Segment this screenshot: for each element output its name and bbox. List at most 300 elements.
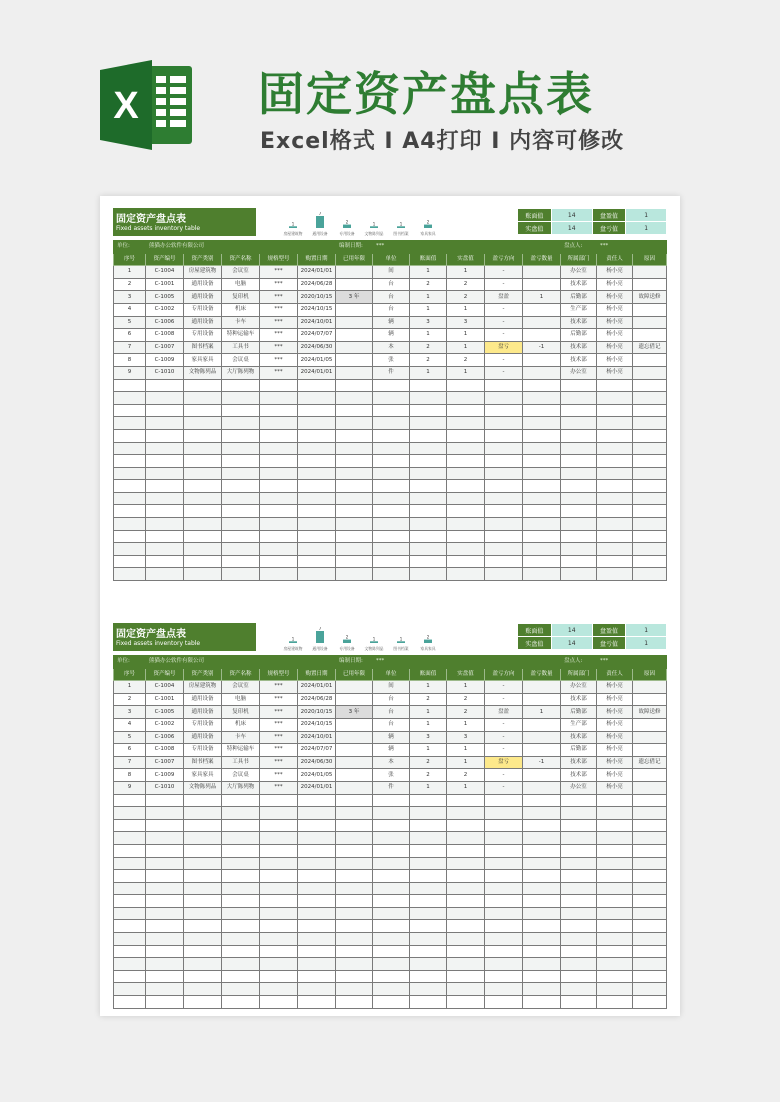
empty-cell[interactable] [447, 933, 485, 946]
empty-cell[interactable] [633, 819, 667, 832]
table-cell[interactable]: 辆 [373, 744, 410, 757]
empty-cell[interactable] [447, 996, 485, 1009]
empty-cell[interactable] [146, 794, 184, 807]
table-cell[interactable]: 后勤部 [561, 706, 597, 719]
table-cell[interactable] [336, 278, 373, 291]
empty-cell[interactable] [561, 907, 597, 920]
empty-cell[interactable] [597, 480, 633, 493]
table-cell[interactable]: *** [260, 718, 298, 731]
table-cell[interactable]: - [485, 718, 523, 731]
empty-cell[interactable] [410, 442, 447, 455]
empty-cell[interactable] [222, 518, 260, 531]
table-cell[interactable]: 杨小亮 [597, 329, 633, 342]
empty-cell[interactable] [485, 429, 523, 442]
empty-cell[interactable] [523, 442, 561, 455]
table-cell[interactable] [336, 781, 373, 794]
table-cell[interactable]: - [485, 781, 523, 794]
table-cell[interactable]: 生产部 [561, 718, 597, 731]
empty-cell[interactable] [222, 455, 260, 468]
empty-cell[interactable] [298, 518, 336, 531]
empty-cell[interactable] [146, 379, 184, 392]
empty-cell[interactable] [633, 379, 667, 392]
empty-cell[interactable] [222, 958, 260, 971]
table-cell[interactable]: 通用设备 [184, 278, 222, 291]
stat-value[interactable]: 14 [551, 222, 592, 235]
table-cell[interactable]: 办公室 [561, 681, 597, 694]
empty-cell[interactable] [447, 920, 485, 933]
empty-cell[interactable] [298, 945, 336, 958]
table-cell[interactable]: 2024/06/30 [298, 756, 336, 769]
empty-cell[interactable] [447, 832, 485, 845]
table-cell[interactable]: 1 [410, 744, 447, 757]
empty-cell[interactable] [447, 983, 485, 996]
table-cell[interactable]: *** [260, 341, 298, 354]
empty-cell[interactable] [260, 480, 298, 493]
empty-cell[interactable] [336, 379, 373, 392]
empty-cell[interactable] [561, 882, 597, 895]
empty-cell[interactable] [336, 996, 373, 1009]
table-cell[interactable]: 杨小亮 [597, 718, 633, 731]
table-cell[interactable]: 2 [447, 769, 485, 782]
empty-cell[interactable] [222, 467, 260, 480]
empty-cell[interactable] [260, 417, 298, 430]
empty-cell[interactable] [485, 392, 523, 405]
empty-cell[interactable] [561, 530, 597, 543]
table-cell[interactable]: 图书档案 [184, 756, 222, 769]
empty-cell[interactable] [523, 505, 561, 518]
table-cell[interactable]: 2 [410, 278, 447, 291]
empty-cell[interactable] [184, 895, 222, 908]
table-cell[interactable]: 杨小亮 [597, 781, 633, 794]
table-cell[interactable] [633, 781, 667, 794]
table-cell[interactable]: 后勤部 [561, 291, 597, 304]
empty-cell[interactable] [146, 492, 184, 505]
table-cell[interactable]: 杨小亮 [597, 354, 633, 367]
empty-cell[interactable] [146, 895, 184, 908]
empty-cell[interactable] [373, 895, 410, 908]
empty-cell[interactable] [633, 807, 667, 820]
table-cell[interactable]: 电脑 [222, 693, 260, 706]
empty-cell[interactable] [597, 819, 633, 832]
empty-cell[interactable] [146, 442, 184, 455]
table-cell[interactable]: C-1007 [146, 341, 184, 354]
empty-cell[interactable] [146, 920, 184, 933]
table-cell[interactable]: 专用设备 [184, 329, 222, 342]
empty-cell[interactable] [260, 455, 298, 468]
empty-cell[interactable] [336, 983, 373, 996]
empty-cell[interactable] [373, 970, 410, 983]
empty-cell[interactable] [633, 530, 667, 543]
table-cell[interactable]: 2 [410, 341, 447, 354]
empty-cell[interactable] [523, 807, 561, 820]
table-cell[interactable]: 6 [114, 744, 146, 757]
empty-cell[interactable] [336, 555, 373, 568]
empty-cell[interactable] [561, 920, 597, 933]
table-cell[interactable] [336, 329, 373, 342]
empty-cell[interactable] [336, 958, 373, 971]
empty-cell[interactable] [114, 970, 146, 983]
empty-cell[interactable] [336, 970, 373, 983]
table-cell[interactable]: 特种运输车 [222, 329, 260, 342]
empty-cell[interactable] [260, 467, 298, 480]
empty-cell[interactable] [373, 857, 410, 870]
empty-cell[interactable] [373, 530, 410, 543]
empty-cell[interactable] [485, 518, 523, 531]
empty-cell[interactable] [222, 983, 260, 996]
table-cell[interactable] [633, 718, 667, 731]
table-cell[interactable]: 通用设备 [184, 731, 222, 744]
table-cell[interactable]: 杨小亮 [597, 366, 633, 379]
empty-cell[interactable] [410, 983, 447, 996]
empty-cell[interactable] [222, 392, 260, 405]
table-cell[interactable] [336, 354, 373, 367]
table-cell[interactable]: 家具家具 [184, 354, 222, 367]
checker-value[interactable]: *** [597, 241, 667, 254]
table-cell[interactable]: 1 [410, 681, 447, 694]
empty-cell[interactable] [373, 492, 410, 505]
empty-cell[interactable] [298, 996, 336, 1009]
table-cell[interactable]: 7 [114, 756, 146, 769]
empty-cell[interactable] [597, 555, 633, 568]
empty-cell[interactable] [597, 404, 633, 417]
empty-cell[interactable] [114, 467, 146, 480]
empty-cell[interactable] [485, 857, 523, 870]
empty-cell[interactable] [336, 895, 373, 908]
empty-cell[interactable] [561, 505, 597, 518]
empty-cell[interactable] [222, 442, 260, 455]
empty-cell[interactable] [410, 970, 447, 983]
empty-cell[interactable] [561, 429, 597, 442]
empty-cell[interactable] [184, 455, 222, 468]
table-cell[interactable]: 机床 [222, 303, 260, 316]
empty-cell[interactable] [447, 870, 485, 883]
empty-cell[interactable] [561, 442, 597, 455]
empty-cell[interactable] [298, 392, 336, 405]
empty-cell[interactable] [447, 492, 485, 505]
empty-cell[interactable] [298, 807, 336, 820]
empty-cell[interactable] [523, 417, 561, 430]
empty-cell[interactable] [146, 480, 184, 493]
table-cell[interactable]: 5 [114, 731, 146, 744]
table-cell[interactable]: 1 [114, 681, 146, 694]
empty-cell[interactable] [298, 933, 336, 946]
table-cell[interactable]: 2024/06/30 [298, 341, 336, 354]
empty-cell[interactable] [485, 882, 523, 895]
table-cell[interactable]: 台 [373, 291, 410, 304]
empty-cell[interactable] [633, 543, 667, 556]
empty-cell[interactable] [633, 970, 667, 983]
table-cell[interactable] [336, 769, 373, 782]
empty-cell[interactable] [523, 492, 561, 505]
table-cell[interactable]: *** [260, 744, 298, 757]
table-cell[interactable]: 2 [410, 354, 447, 367]
empty-cell[interactable] [146, 882, 184, 895]
table-cell[interactable]: 8 [114, 354, 146, 367]
table-cell[interactable] [633, 316, 667, 329]
empty-cell[interactable] [184, 492, 222, 505]
empty-cell[interactable] [447, 568, 485, 581]
empty-cell[interactable] [410, 832, 447, 845]
table-cell[interactable]: 办公室 [561, 366, 597, 379]
empty-cell[interactable] [222, 945, 260, 958]
empty-cell[interactable] [410, 480, 447, 493]
empty-cell[interactable] [410, 844, 447, 857]
empty-cell[interactable] [523, 907, 561, 920]
table-cell[interactable]: 房屋建筑物 [184, 266, 222, 279]
empty-cell[interactable] [597, 379, 633, 392]
empty-cell[interactable] [146, 970, 184, 983]
empty-cell[interactable] [373, 996, 410, 1009]
empty-cell[interactable] [222, 832, 260, 845]
empty-cell[interactable] [373, 870, 410, 883]
empty-cell[interactable] [184, 933, 222, 946]
empty-cell[interactable] [184, 543, 222, 556]
empty-cell[interactable] [597, 429, 633, 442]
table-cell[interactable]: 1 [410, 366, 447, 379]
empty-cell[interactable] [485, 907, 523, 920]
table-cell[interactable]: - [485, 354, 523, 367]
empty-cell[interactable] [523, 467, 561, 480]
table-cell[interactable]: 辆 [373, 316, 410, 329]
table-cell[interactable]: 台 [373, 303, 410, 316]
empty-cell[interactable] [114, 945, 146, 958]
empty-cell[interactable] [633, 492, 667, 505]
table-cell[interactable]: 故障送修 [633, 291, 667, 304]
empty-cell[interactable] [260, 505, 298, 518]
empty-cell[interactable] [523, 882, 561, 895]
empty-cell[interactable] [523, 832, 561, 845]
table-cell[interactable]: 专用设备 [184, 744, 222, 757]
empty-cell[interactable] [114, 429, 146, 442]
empty-cell[interactable] [561, 857, 597, 870]
empty-cell[interactable] [597, 530, 633, 543]
table-cell[interactable]: 工具书 [222, 756, 260, 769]
empty-cell[interactable] [298, 404, 336, 417]
empty-cell[interactable] [373, 882, 410, 895]
table-cell[interactable] [523, 354, 561, 367]
table-cell[interactable] [523, 303, 561, 316]
empty-cell[interactable] [222, 807, 260, 820]
table-cell[interactable]: 技术部 [561, 693, 597, 706]
empty-cell[interactable] [523, 870, 561, 883]
empty-cell[interactable] [410, 819, 447, 832]
empty-cell[interactable] [114, 983, 146, 996]
empty-cell[interactable] [184, 379, 222, 392]
empty-cell[interactable] [485, 920, 523, 933]
table-cell[interactable]: C-1008 [146, 329, 184, 342]
empty-cell[interactable] [597, 417, 633, 430]
empty-cell[interactable] [633, 945, 667, 958]
empty-cell[interactable] [447, 970, 485, 983]
empty-cell[interactable] [336, 530, 373, 543]
empty-cell[interactable] [485, 480, 523, 493]
empty-cell[interactable] [373, 505, 410, 518]
empty-cell[interactable] [447, 480, 485, 493]
table-cell[interactable]: 卡车 [222, 731, 260, 744]
empty-cell[interactable] [184, 819, 222, 832]
empty-cell[interactable] [485, 505, 523, 518]
table-cell[interactable] [633, 354, 667, 367]
table-cell[interactable]: 间 [373, 681, 410, 694]
empty-cell[interactable] [373, 404, 410, 417]
table-cell[interactable]: 杨小亮 [597, 291, 633, 304]
empty-cell[interactable] [260, 870, 298, 883]
table-cell[interactable]: 2024/01/05 [298, 769, 336, 782]
table-cell[interactable] [633, 769, 667, 782]
table-cell[interactable]: 1 [447, 303, 485, 316]
empty-cell[interactable] [260, 492, 298, 505]
table-cell[interactable]: *** [260, 291, 298, 304]
empty-cell[interactable] [114, 933, 146, 946]
empty-cell[interactable] [222, 819, 260, 832]
empty-cell[interactable] [597, 518, 633, 531]
empty-cell[interactable] [561, 543, 597, 556]
table-cell[interactable]: 1 [410, 718, 447, 731]
table-cell[interactable]: *** [260, 756, 298, 769]
table-cell[interactable]: 杨小亮 [597, 706, 633, 719]
empty-cell[interactable] [410, 492, 447, 505]
table-cell[interactable]: 1 [447, 341, 485, 354]
empty-cell[interactable] [373, 442, 410, 455]
empty-cell[interactable] [485, 819, 523, 832]
table-cell[interactable] [336, 341, 373, 354]
empty-cell[interactable] [523, 933, 561, 946]
empty-cell[interactable] [561, 945, 597, 958]
empty-cell[interactable] [222, 404, 260, 417]
table-cell[interactable]: 间 [373, 266, 410, 279]
empty-cell[interactable] [184, 392, 222, 405]
table-cell[interactable]: 技术部 [561, 731, 597, 744]
table-cell[interactable]: 1 [447, 329, 485, 342]
empty-cell[interactable] [373, 933, 410, 946]
table-cell[interactable] [336, 316, 373, 329]
table-cell[interactable]: 1 [410, 781, 447, 794]
empty-cell[interactable] [146, 404, 184, 417]
empty-cell[interactable] [184, 555, 222, 568]
empty-cell[interactable] [114, 857, 146, 870]
empty-cell[interactable] [184, 530, 222, 543]
table-cell[interactable]: 电脑 [222, 278, 260, 291]
table-cell[interactable]: 房屋建筑物 [184, 681, 222, 694]
empty-cell[interactable] [336, 392, 373, 405]
empty-cell[interactable] [633, 870, 667, 883]
checker-value[interactable]: *** [597, 656, 667, 669]
table-cell[interactable]: 1 [114, 266, 146, 279]
empty-cell[interactable] [597, 392, 633, 405]
empty-cell[interactable] [410, 543, 447, 556]
table-cell[interactable] [633, 303, 667, 316]
empty-cell[interactable] [373, 945, 410, 958]
empty-cell[interactable] [114, 555, 146, 568]
table-cell[interactable]: *** [260, 706, 298, 719]
table-cell[interactable]: *** [260, 366, 298, 379]
empty-cell[interactable] [561, 970, 597, 983]
table-cell[interactable]: - [485, 744, 523, 757]
empty-cell[interactable] [114, 832, 146, 845]
empty-cell[interactable] [260, 819, 298, 832]
table-cell[interactable]: 件 [373, 781, 410, 794]
table-cell[interactable]: 2024/06/28 [298, 693, 336, 706]
empty-cell[interactable] [633, 857, 667, 870]
empty-cell[interactable] [222, 530, 260, 543]
empty-cell[interactable] [373, 920, 410, 933]
empty-cell[interactable] [336, 819, 373, 832]
stat-value[interactable]: 14 [551, 209, 592, 222]
empty-cell[interactable] [485, 807, 523, 820]
empty-cell[interactable] [260, 392, 298, 405]
empty-cell[interactable] [114, 379, 146, 392]
empty-cell[interactable] [597, 807, 633, 820]
empty-cell[interactable] [184, 844, 222, 857]
empty-cell[interactable] [184, 467, 222, 480]
table-cell[interactable]: 6 [114, 329, 146, 342]
empty-cell[interactable] [523, 983, 561, 996]
empty-cell[interactable] [523, 392, 561, 405]
empty-cell[interactable] [222, 870, 260, 883]
table-cell[interactable]: *** [260, 693, 298, 706]
empty-cell[interactable] [597, 794, 633, 807]
empty-cell[interactable] [146, 543, 184, 556]
empty-cell[interactable] [260, 933, 298, 946]
empty-cell[interactable] [298, 983, 336, 996]
empty-cell[interactable] [633, 983, 667, 996]
table-cell[interactable]: 2 [410, 693, 447, 706]
table-cell[interactable]: 机床 [222, 718, 260, 731]
table-cell[interactable]: C-1008 [146, 744, 184, 757]
empty-cell[interactable] [222, 882, 260, 895]
empty-cell[interactable] [373, 455, 410, 468]
empty-cell[interactable] [410, 907, 447, 920]
empty-cell[interactable] [447, 467, 485, 480]
table-cell[interactable]: 7 [114, 341, 146, 354]
empty-cell[interactable] [447, 455, 485, 468]
empty-cell[interactable] [447, 555, 485, 568]
empty-cell[interactable] [222, 555, 260, 568]
table-cell[interactable]: 1 [523, 291, 561, 304]
empty-cell[interactable] [597, 467, 633, 480]
empty-cell[interactable] [410, 404, 447, 417]
table-cell[interactable]: 通用设备 [184, 291, 222, 304]
empty-cell[interactable] [184, 882, 222, 895]
empty-cell[interactable] [336, 480, 373, 493]
empty-cell[interactable] [298, 467, 336, 480]
table-cell[interactable]: 1 [447, 744, 485, 757]
table-cell[interactable]: 大厅陈列物 [222, 781, 260, 794]
empty-cell[interactable] [222, 543, 260, 556]
empty-cell[interactable] [114, 530, 146, 543]
empty-cell[interactable] [184, 870, 222, 883]
empty-cell[interactable] [336, 907, 373, 920]
table-cell[interactable]: 2 [410, 756, 447, 769]
table-cell[interactable]: - [485, 769, 523, 782]
table-cell[interactable] [336, 731, 373, 744]
empty-cell[interactable] [146, 958, 184, 971]
empty-cell[interactable] [447, 895, 485, 908]
empty-cell[interactable] [447, 530, 485, 543]
empty-cell[interactable] [114, 907, 146, 920]
empty-cell[interactable] [485, 555, 523, 568]
empty-cell[interactable] [597, 442, 633, 455]
table-cell[interactable] [523, 316, 561, 329]
empty-cell[interactable] [633, 417, 667, 430]
empty-cell[interactable] [597, 832, 633, 845]
table-cell[interactable]: 杨小亮 [597, 681, 633, 694]
empty-cell[interactable] [633, 455, 667, 468]
empty-cell[interactable] [114, 958, 146, 971]
table-cell[interactable]: 杨小亮 [597, 744, 633, 757]
empty-cell[interactable] [298, 492, 336, 505]
stat-value[interactable]: 14 [551, 637, 592, 650]
